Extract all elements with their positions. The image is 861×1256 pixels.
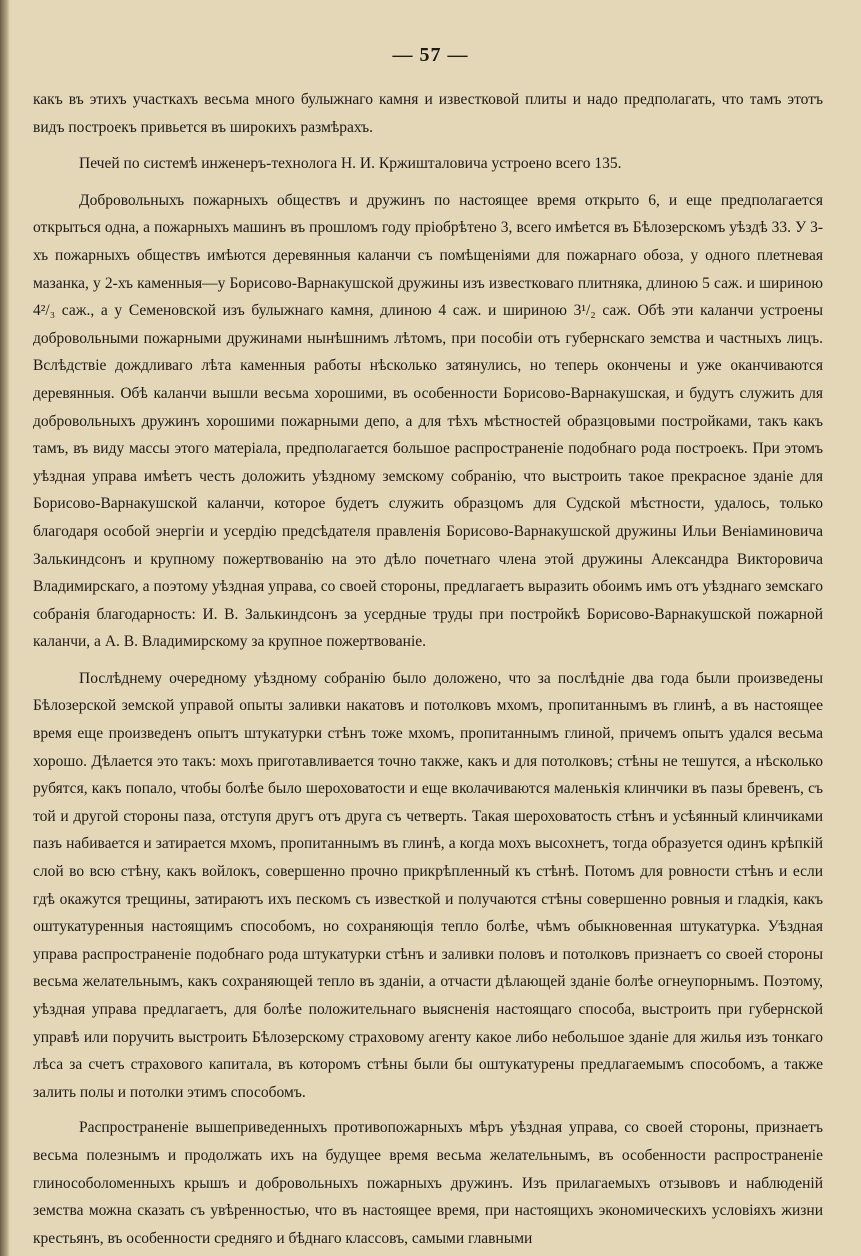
paragraph-moss-plaster: Послѣднему очередному уѣздному собранію было доложено, что за послѣдніе два года были произведены Бѣлозерской земской управой опыты заливки накатовъ и потолковъ мхомъ, пропитаннымъ въ глинѣ, а въ настоящее время еще произведенъ опытъ штукатурки стѣнъ тоже мхомъ, пропитаннымъ глиной, причемъ опытъ удался весьма хорошо. Дѣлается это такъ: мохъ приготавливается точно также, какъ и для потолковъ; стѣны не тешутся, а нѣсколько рубятся, какъ попало, чтобы болѣе было шероховатости и еще вколачиваются маленькія клинчики въ пазы бревенъ, съ той и другой стороны паза, отступя другъ отъ друга съ четверть. Такая шероховатость стѣнъ и усѣянный клинчиками пазъ набивается и затирается мхомъ, пропитаннымъ въ глинѣ, а когда мохъ высохнетъ, тогда образуется одинъ крѣпкій слой во всю стѣну, какъ войлокъ, совершенно прочно прикрѣпленный къ стѣнѣ. Потомъ для ровности стѣнъ и если гдѣ окажутся трещины, затираютъ ихъ пескомъ съ известкой и получаются стѣны совершенно ровныя и гладкія, какъ оштукатуренныя настоящимъ способомъ, но сохраняющія тепло болѣе, чѣмъ обыкновенная штукатурка. Уѣздная управа распространеніе подобнаго рода штукатурки стѣнъ и заливки половъ и потолковъ признаетъ со своей стороны весьма желательнымъ, какъ сохраняющей тепло въ зданіи, а отчасти дѣлающей зданіе болѣе огнеупорнымъ. Поэтому, уѣздная управа предлагаетъ, для болѣе положительнаго выясненія настоящаго способа, выстроить при губернской управѣ или поручить выстроить Бѣлозерскому страховому агенту какое либо небольшое зданіе для жилья изъ тонкаго лѣса за счетъ страхового капитала, въ которомъ стѣны были бы оштукатурены предлагаемымъ способомъ, а также залить полы и потолки этимъ способомъ.: [33, 669, 823, 1101]
paragraph-continuation: какъ въ этихъ участкахъ весьма много булыжнаго камня и известковой плиты и надо предполагать, что тамъ этотъ видъ построекъ привьется въ широкихъ размѣрахъ.: [33, 91, 823, 136]
body-text: [33, 86, 823, 1252]
page-binding-edge: [0, 0, 10, 1256]
paragraph-conclusion: Распространеніе вышеприведенныхъ противопожарныхъ мѣръ уѣздная управа, со своей стороны, признаетъ весьма полезнымъ и продолжать ихъ на будущее время весьма желательнымъ, въ особенности распространеніе глинособоломенныхъ крышъ и добровольныхъ пожарныхъ дружинъ. Изъ прилагаемыхъ отзывовъ и наблюденій земства можна сказать съ увѣренностью, что въ настоящее время, при настоящихъ экономическихъ условіяхъ жизни крестьянъ, въ особенности средняго и бѣднаго классовъ, самыми главными: [33, 1119, 823, 1247]
paragraph-stoves: Печей по системѣ инженеръ-технолога Н. И. Кржишталовича устроено всего 135.: [79, 155, 622, 173]
page-number: — 57 —: [392, 44, 469, 66]
paragraph-fire-brigades: Добровольныхъ пожарныхъ обществъ и дружинъ по настоящее время открыто 6, и еще предполагается открыться одна, а пожарныхъ машинъ въ прошломъ году пріобрѣтено 3, всего имѣется въ Бѣлозерскомъ уѣздѣ 33. У 3-хъ пожарныхъ обществъ имѣются деревянныя каланчи съ помѣщеніями для пожарнаго обоза, у одного плетневая мазанка, у 2-хъ каменныя—у Борисово-Варнакушской дружины изъ известковаго плитняка, длиною 5 саж. и шириною 4²/₃ саж., а у Семеновской изъ булыжнаго камня, длиною 4 саж. и шириною 3¹/₂ саж. Обѣ эти каланчи устроены добровольными пожарными дружинами нынѣшнимъ лѣтомъ, при пособіи отъ губернскаго земства и частныхъ лицъ. Вслѣдствіе дождливаго лѣта каменныя работы нѣсколько затянулись, но теперь окончены и уже оканчиваются деревянныя. Обѣ каланчи вышли весьма хорошими, въ особенности Борисово-Варнакушская, и будутъ служить для добровольныхъ дружинъ хорошими пожарными депо, а для тѣхъ мѣстностей образцовыми постройками, такъ какъ тамъ, въ виду массы этого матеріала, предполагается большое распространеніе подобнаго рода построекъ. При этомъ уѣздная управа имѣетъ честь доложить уѣздному земскому собранію, что выстроить такое прекрасное зданіе для Борисово-Варнакушской каланчи, которое будетъ служить образцомъ для Судской мѣстности, удалось, только благодаря особой энергіи и усердію предсѣдателя правленія Борисово-Варнакушской дружины Ильи Веніаминовича Залькиндсонъ и крупному пожертвованію на это дѣло почетнаго члена этой дружины Александра Викторовича Владимирскаго, а поэтому уѣздная управа, со своей стороны, предлагаетъ выразить обоимъ имъ отъ уѣзднаго земскаго собранія благодарность: И. В. Залькиндсонъ за усердные труды при постройкѣ Борисово-Варнакушской пожарной каланчи, а А. В. Владимирскому за крупное пожертвованіе.: [33, 191, 823, 651]
